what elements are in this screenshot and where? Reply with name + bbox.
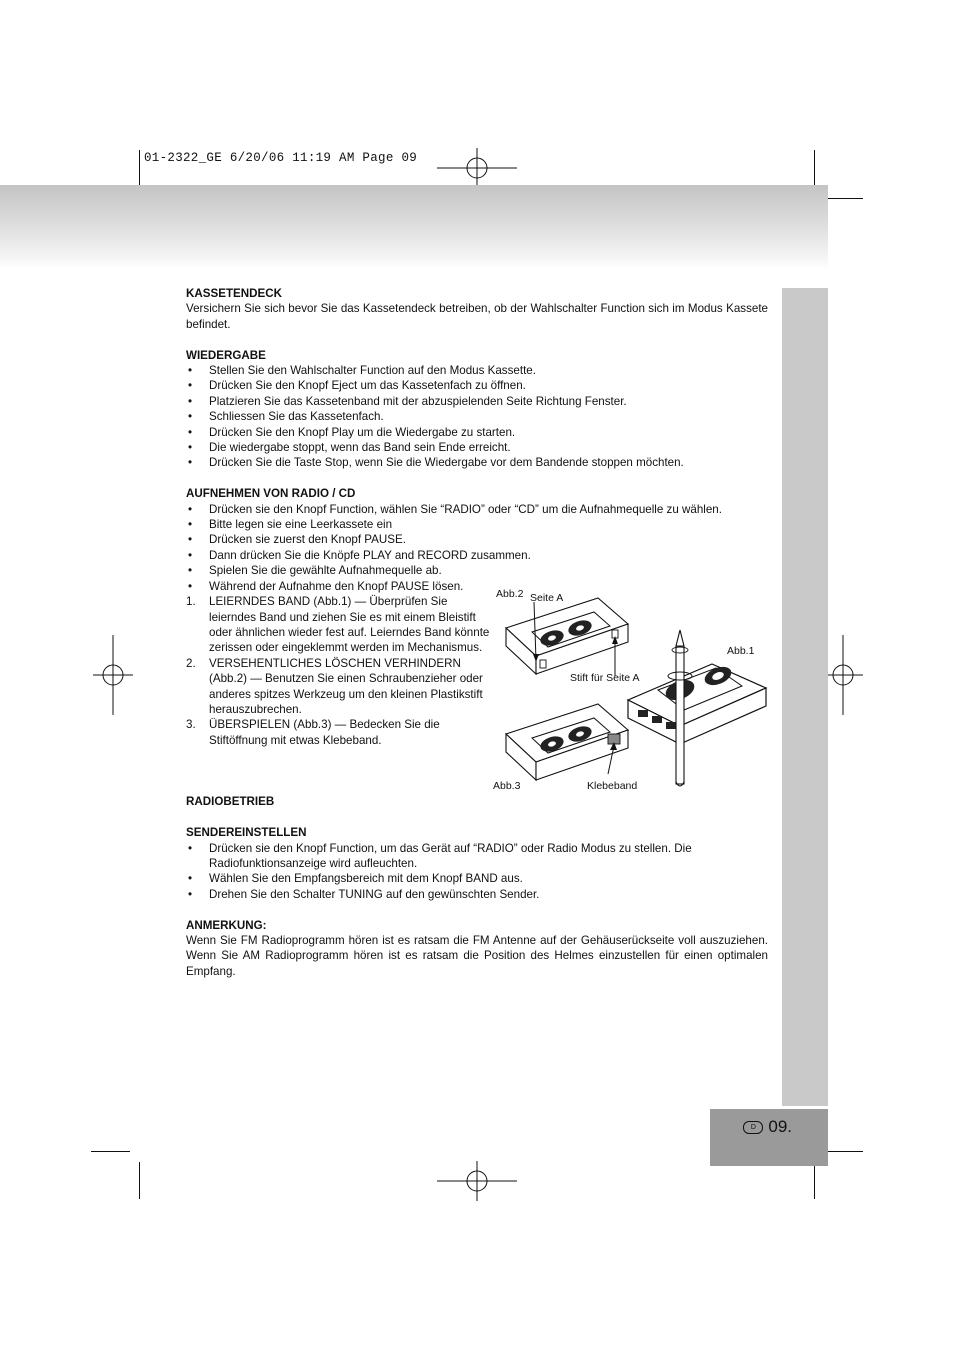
heading-kassetendeck: KASSETENDECK [186, 287, 282, 300]
page-number-text: 09. [768, 1117, 792, 1136]
cassette-abb2-illustration [506, 598, 628, 676]
list-item: • Spielen Sie die gewählte Aufnahmequelle ab. [186, 563, 768, 578]
list-item: • Wählen Sie den Empfangsbereich mit dem Knopf BAND aus. [186, 871, 768, 886]
language-badge: D [743, 1121, 763, 1134]
list-item: • Drehen Sie den Schalter TUNING auf den gewünschten Sender. [186, 887, 768, 902]
list-item: • Drücken sie den Knopf Function, um das Gerät auf “RADIO” oder Radio Modus zu stellen. Die Radiofunktionsanzeige wird aufleuchten. [186, 841, 768, 872]
registration-mark-left [93, 635, 133, 715]
cassette-care-list [186, 594, 490, 748]
cassette-abb3-illustration [506, 704, 628, 780]
printer-slug: 01-2322_GE 6/20/06 11:19 AM Page 09 [144, 151, 418, 165]
numbered-item: 3. ÜBERSPIELEN (Abb.3) — Bedecken Sie die Stiftöffnung mit etwas Klebeband. [186, 718, 440, 747]
registration-mark-top [437, 148, 517, 188]
list-item: • Drücken Sie die Taste Stop, wenn Sie die Wiedergabe vor dem Bandende stoppen möchten. [186, 455, 768, 470]
heading-wiedergabe: WIEDERGABE [186, 348, 266, 362]
heading-radiobetrieb: RADIOBETRIEB [186, 795, 275, 809]
heading-anmerkung: ANMERKUNG: [186, 918, 267, 932]
label-abb1: Abb.1 [727, 645, 755, 657]
side-tab [782, 288, 828, 1106]
label-abb2: Abb.2 [496, 588, 524, 600]
list-item: • Drücken sie zuerst den Knopf PAUSE. [186, 532, 768, 547]
label-klebeband: Klebeband [587, 780, 638, 792]
kassetendeck-text: Versichern Sie sich bevor Sie das Kassetendeck betreiben, ob der Wahlschalter Function sich im Modus Kassete befindet. [186, 302, 768, 331]
list-item: • Bitte legen sie eine Leerkassete ein [186, 517, 768, 532]
registration-mark-bottom [437, 1161, 517, 1201]
list-item: • Dann drücken Sie die Knöpfe PLAY and RECORD zusammen. [186, 548, 768, 563]
numbered-item: 1. LEIERNDES BAND (Abb.1) — Überprüfen Sie leierndes Band und ziehen Sie es mit einem Bleistift oder ähnlichen wieder fest auf. Leierndes Band könnte zerissen oder eingeklemmt werden im Mechanismus. [186, 595, 490, 655]
label-stift: Stift für Seite A [570, 672, 640, 684]
list-item: • Stellen Sie den Wahlschalter Function auf den Modus Kassette. [186, 363, 768, 378]
list-item: • Platzieren Sie das Kassetenband mit der abzuspielenden Seite Richtung Fenster. [186, 394, 768, 409]
label-abb3: Abb.3 [493, 780, 521, 792]
list-item: • Drücken Sie den Knopf Eject um das Kassetenfach zu öffnen. [186, 378, 768, 393]
aufnehmen-list [186, 502, 768, 594]
heading-sendereinstellen: SENDEREINSTELLEN [186, 826, 307, 840]
anmerkung-text: Wenn Sie FM Radioprogramm hören ist es ratsam die FM Antenne auf der Gehäuserückseite voll auszuziehen. Wenn Sie AM Radioprogramm hören ist es ratsam die Position des Helmes einzustellen für einen optimalen Empfang. [186, 933, 768, 978]
list-item: • Die wiedergabe stoppt, wenn das Band sein Ende erreicht. [186, 440, 768, 455]
page-number [743, 1117, 792, 1137]
label-seite-a: Seite A [530, 592, 564, 604]
wiedergabe-list [186, 363, 768, 471]
cassette-figure [490, 584, 768, 800]
list-item: • Drücken Sie den Knopf Play um die Wiedergabe zu starten. [186, 425, 768, 440]
list-item: • Während der Aufnahme den Knopf PAUSE lösen. [186, 579, 768, 594]
numbered-item: 2. VERSEHENTLICHES LÖSCHEN VERHINDERN (Abb.2) — Benutzen Sie einen Schraubenzieher oder anderes spitzes Werkzeug um den kleinen Plastikstift herauszubrechen. [186, 656, 483, 716]
list-item: • Schliessen Sie das Kassetenfach. [186, 409, 768, 424]
registration-mark-right [823, 635, 863, 715]
sendereinstellen-list [186, 841, 768, 903]
page-number-box [710, 1109, 828, 1166]
header-gradient-band [0, 185, 828, 269]
heading-aufnehmen: AUFNEHMEN VON RADIO / CD [186, 487, 356, 501]
list-item: • Drücken sie den Knopf Function, wählen Sie “RADIO” oder “CD” um die Aufnahmequelle zu wählen. [186, 502, 768, 517]
